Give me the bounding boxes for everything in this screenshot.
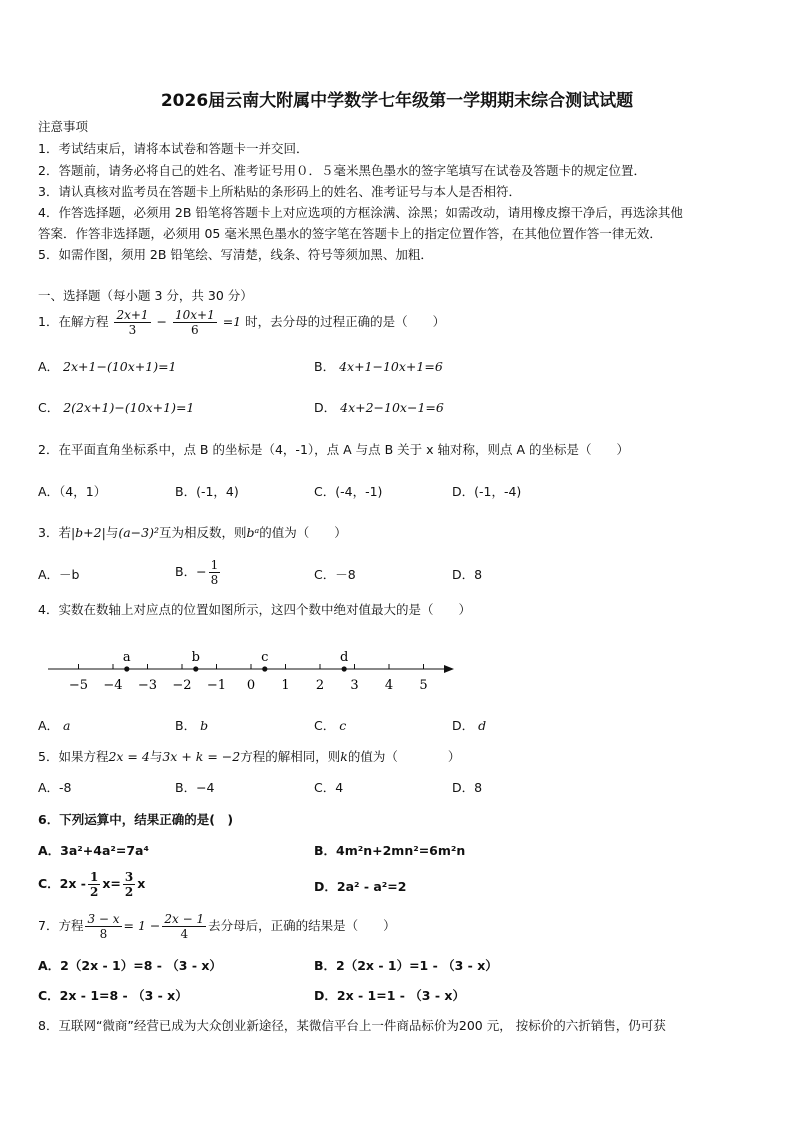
option-b: B．2（2x - 1）=1 - （3 - x） [314,958,498,973]
point-b [193,666,198,671]
point-label-a: a [122,650,131,665]
tick-label: 3 [350,678,359,693]
option-b: B． b [175,718,209,733]
tick-label: 5 [419,678,428,693]
option-b: B． 4x+1−10x+1=6 [314,359,443,374]
tick-label: 0 [246,678,256,693]
option-a: A． a [38,718,71,733]
option-a: A．-8 [38,780,72,795]
option-a: A．（4，1） [38,484,107,499]
tick-label: −2 [172,678,192,693]
option-d: D． d [452,718,487,733]
fraction: $\frac{2x+1}{3}$ [116,308,149,337]
option-b: B．−4 [175,780,215,795]
option-c: C．2x - $\frac{1}{2}$ x= $\frac{3}{2}$ x [38,870,146,899]
option-b: B．4m²n+2mn²=6m²n [314,843,466,858]
question-1-stem: 1．在解方程 $\frac{2x+1}{3}$ − $\frac{10x+1}{6}$ =1 时，去分母的过程正确的是（ ） [38,308,446,337]
fraction: $\frac{3 - x}{8}$ [87,912,120,941]
option-d: D．2a² - a²=2 [314,879,407,894]
notice-heading: 注意事项 [38,119,89,134]
tick-label: 2 [315,678,325,693]
tick-label: −5 [68,678,89,693]
fraction: $\frac{2x - 1}{4}$ [164,912,205,941]
option-a: A．3a²+4a²=7a⁴ [38,843,149,858]
notice-item: 1．考试结束后，请将本试卷和答题卡一并交回． [38,141,309,156]
option-c: C． 2(2x+1)−(10x+1)=1 [38,400,195,415]
tick-label: −1 [206,678,227,693]
option-d: D． 4x+2−10x−1=6 [314,400,444,415]
question-5-stem: 5．如果方程2x = 4与3x + k = −2方程的解相同，则k的值为（ ） [38,749,461,764]
question-6-stem: 6．下列运算中，结果正确的是( ) [38,812,234,827]
point-a [124,666,129,671]
option-c: C． c [314,718,347,733]
question-8-stem: 8．互联网“微商”经营已成为大众创业新途径，某微信平台上一件商品标价为200 元， 按标价的六折销售，仍可获 [38,1018,666,1033]
question-7-stem: 7．方程 $\frac{3 - x}{8}$ = 1 − $\frac{2x - 1}{4}$ 去分母后，正确的结果是（ ） [38,912,396,941]
notice-item: 答案．作答非选择题，必须用 05 毫米黑色墨水的签字笔在答题卡上的指定位置作答，在其他位置作答一律无效． [38,226,662,241]
point-label-b: b [191,650,200,665]
option-c: C．2x - 1=8 - （3 - x） [38,988,188,1003]
question-3-stem: 3．若|b+2|与(a−3)²互为相反数，则bᵃ的值为（ ） [38,525,347,540]
tick-label: 4 [384,678,394,693]
option-d: D．(-1，-4) [452,484,522,499]
option-c: C．4 [314,780,344,795]
option-d: D．8 [452,780,483,795]
point-d [342,666,347,671]
fraction: $\frac{3}{2}$ [124,870,134,899]
section-heading: 一、选择题（每小题 3 分，共 30 分） [38,288,253,303]
tick-label: −4 [103,678,123,693]
option-b: B．− $\frac{1}{8}$ [175,558,219,587]
option-d: D．2x - 1=1 - （3 - x） [314,988,465,1003]
point-label-c: c [261,650,269,665]
option-a: A．2（2x - 1）=8 - （3 - x） [38,958,222,973]
option-c: C．(-4，-1) [314,484,383,499]
option-b: B．(-1，4) [175,484,239,499]
axis-arrow [444,665,454,673]
tick-label: 1 [281,678,290,693]
option-a: A． 2x+1−(10x+1)=1 [38,359,177,374]
tick-label: −3 [137,678,158,693]
question-4-stem: 4．实数在数轴上对应点的位置如图所示，这四个数中绝对值最大的是（ ） [38,602,471,617]
notice-item: 5．如需作图，须用 2B 铅笔绘、写清楚，线条、符号等须加黑、加粗． [38,247,433,262]
page-title: 2026届云南大附属中学数学七年级第一学期期末综合测试试题 [160,91,634,111]
option-c: C．－8 [314,567,356,582]
fraction: $\frac{1}{2}$ [89,870,99,899]
option-d: D．8 [452,567,483,582]
fraction: $\frac{10x+1}{6}$ [174,308,215,337]
point-label-d: d [339,650,349,665]
notice-item: 4．作答选择题，必须用 2B 铅笔将答题卡上对应选项的方框涂满、涂黑；如需改动，请用橡皮擦干净后，再选涂其他 [38,205,683,220]
notice-item: 3．请认真核对监考员在答题卡上所粘贴的条形码上的姓名、准考证号与本人是否相符． [38,184,521,199]
option-a: A．－b [38,567,80,582]
question-2-stem: 2．在平面直角坐标系中，点 B 的坐标是（4，-1），点 A 与点 B 关于 x 轴对称，则点 A 的坐标是（ ） [38,442,630,457]
point-c [262,666,267,671]
number-line [40,640,460,700]
notice-item: 2．答题前，请务必将自己的姓名、准考证号用０．５毫米黑色墨水的签字笔填写在试卷及答题卡的规定位置． [38,163,646,178]
fraction: $\frac{1}{8}$ [210,558,219,587]
